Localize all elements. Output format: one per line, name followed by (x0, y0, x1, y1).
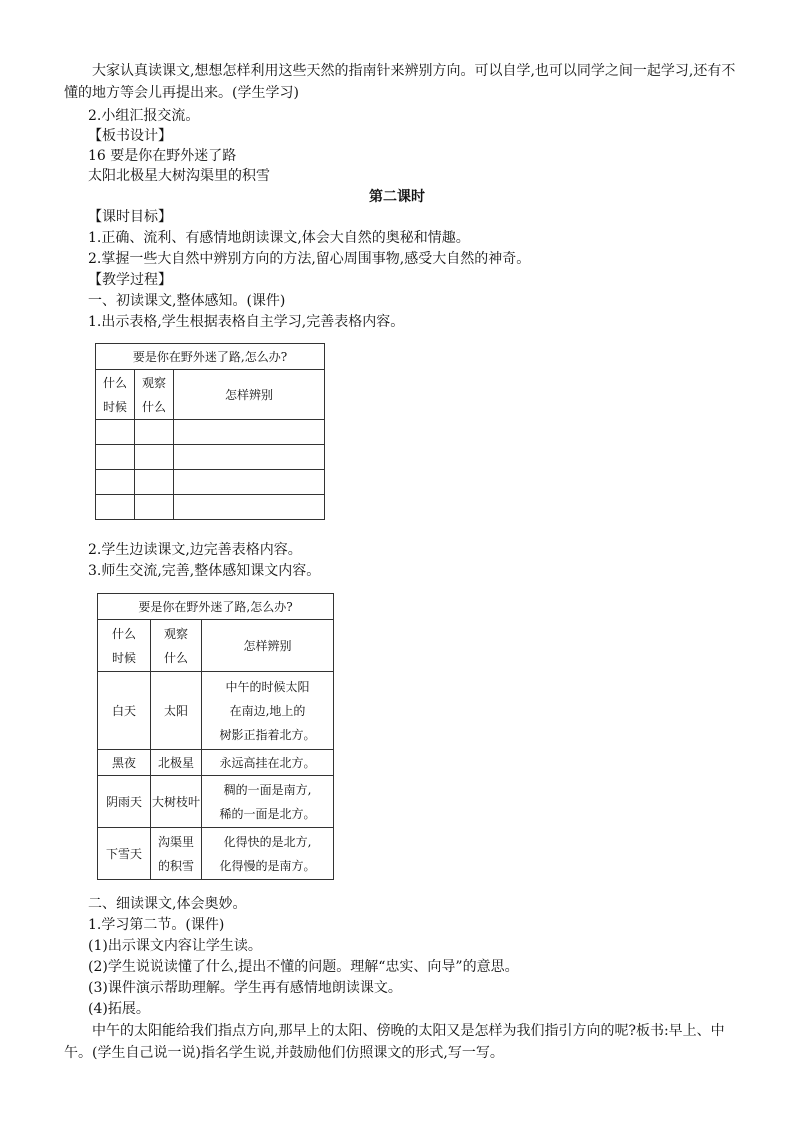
cell-when: 白天 (98, 672, 151, 750)
part1-heading: 一、初读课文,整体感知。(课件) (88, 293, 286, 309)
cell-when: 阴雨天 (98, 776, 151, 828)
table-row (98, 672, 334, 750)
part2-item: (1)出示课文内容让学生读。 (88, 938, 262, 954)
table-row (96, 420, 325, 445)
table-row (96, 495, 325, 520)
empty-table (95, 343, 325, 520)
board-title: 16 要是你在野外迷了路 (88, 148, 237, 164)
table-row (98, 750, 334, 776)
column-header-when: 什么 时候 (98, 620, 151, 672)
part2-item: 1.学习第二节。(课件) (88, 917, 225, 933)
table-row (98, 828, 334, 880)
table-row (98, 776, 334, 828)
part2-item: (2)学生说说读懂了什么,提出不懂的问题。理解“忠实、向导”的意思。 (88, 959, 519, 975)
cell-how: 中午的时候太阳 在南边,地上的 树影正指着北方。 (202, 672, 334, 750)
part1-step2: 2.学生边读课文,边完善表格内容。 (88, 542, 302, 558)
part2-item: (4)拓展。 (88, 1001, 150, 1017)
goal-item: 1.正确、流利、有感情地朗读课文,体会大自然的奥秘和情趣。 (88, 230, 470, 246)
cell-when: 下雪天 (98, 828, 151, 880)
cell-how: 稠的一面是南方, 稀的一面是北方。 (202, 776, 334, 828)
cell-how: 化得快的是北方, 化得慢的是南方。 (202, 828, 334, 880)
cell-how: 永远高挂在北方。 (202, 750, 334, 776)
process-heading: 【教学过程】 (88, 272, 172, 288)
cell-what: 北极星 (151, 750, 202, 776)
column-header-how: 怎样辨别 (202, 620, 334, 672)
cell-what: 大树枝叶 (151, 776, 202, 828)
cell-what: 沟渠里 的积雪 (151, 828, 202, 880)
part1-step1: 1.出示表格,学生根据表格自主学习,完善表格内容。 (88, 314, 405, 330)
table-row (96, 470, 325, 495)
goal-item: 2.掌握一些大自然中辨别方向的方法,留心周围事物,感受大自然的神奇。 (88, 251, 531, 267)
goals-heading: 【课时目标】 (88, 209, 172, 225)
column-header-when: 什么 时候 (96, 370, 135, 420)
closing-paragraph: 中午的太阳能给我们指点方向,那早上的太阳、傍晚的太阳又是怎样为我们指引方向的呢?板书:早上、中午。(学生自己说一说)指名学生说,并鼓励他们仿照课文的形式,写一写。 (64, 1023, 725, 1061)
column-header-how: 怎样辨别 (174, 370, 325, 420)
cell-when: 黑夜 (98, 750, 151, 776)
table-caption: 要是你在野外迷了路,怎么办? (96, 344, 325, 370)
table-row (96, 445, 325, 470)
part2-item: (3)课件演示帮助理解。学生再有感情地朗读课文。 (88, 980, 402, 996)
part1-step3: 3.师生交流,完善,整体感知课文内容。 (88, 563, 321, 579)
second-lesson-title: 第二课时 (369, 189, 425, 205)
intro-paragraph: 大家认真读课文,想想怎样利用这些天然的指南针来辨别方向。可以自学,也可以同学之间一起学习,还有不懂的地方等会儿再提出来。(学生学习) (64, 63, 736, 101)
table-caption: 要是你在野外迷了路,怎么办? (98, 594, 334, 620)
board-heading: 【板书设计】 (88, 128, 172, 144)
column-header-what: 观察 什么 (151, 620, 202, 672)
cell-what: 太阳 (151, 672, 202, 750)
column-header-what: 观察 什么 (135, 370, 174, 420)
board-line: 太阳北极星大树沟渠里的积雪 (88, 168, 270, 184)
step-report: 2.小组汇报交流。 (88, 108, 200, 124)
part2-heading: 二、细读课文,体会奥妙。 (88, 896, 247, 912)
filled-table (97, 593, 334, 880)
